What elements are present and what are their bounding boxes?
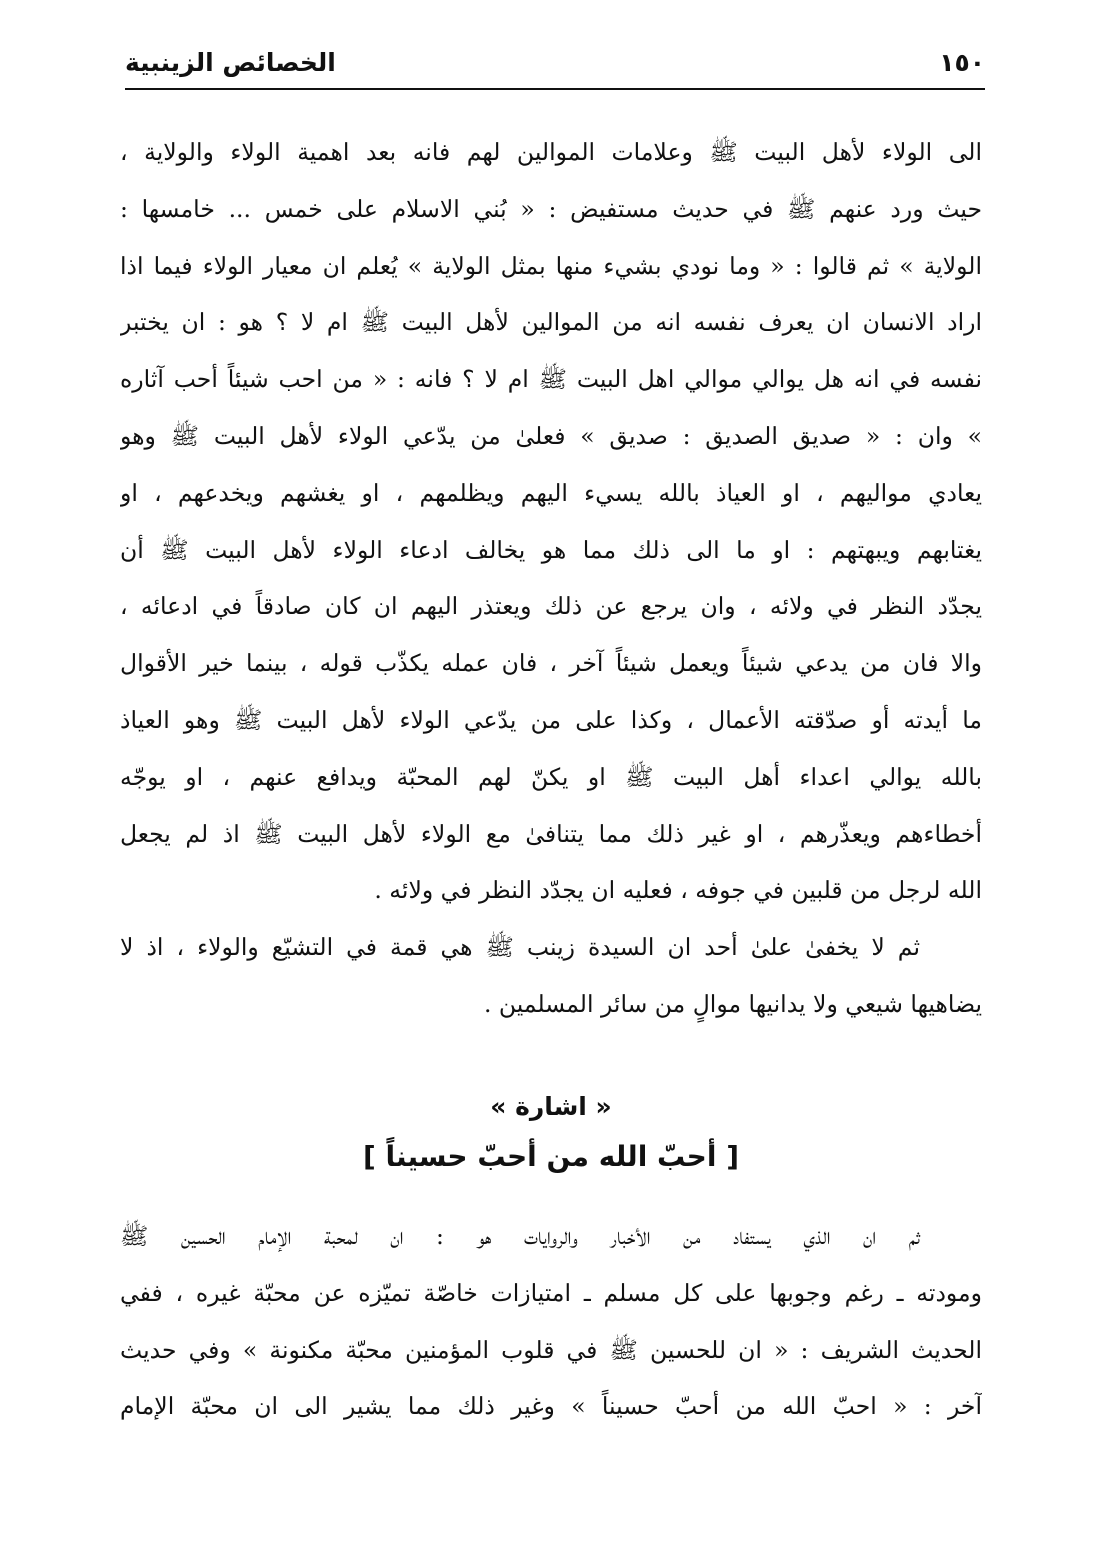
text-line: والا فان من يدعي شيئاً ويعمل شيئاً آخر ، فان عمله يكذّب قوله ، بينما خير الأقوال (120, 649, 982, 678)
text-line: الولاية » ثم قالوا : « وما نودي بشيء منها بمثل الولاية » يُعلم ان معيار الولاء فيما اذا (120, 251, 982, 280)
page-number: ١٥٠ (939, 47, 985, 77)
page-header (125, 40, 985, 84)
section-title: [ أحبّ الله من أحبّ حسيناً ] (362, 1140, 740, 1173)
text-line: » وان : « صديق الصديق : صديق » فعلىٰ من يدّعي الولاء لأهل البيت ﷺ وهو (120, 421, 982, 450)
text-line: الى الولاء لأهل البيت ﷺ وعلامات الموالين لهم فانه بعد اهمية الولاء والولاية ، (120, 138, 982, 166)
text-line: ثم ان الذي يستفاد من الأخبار والروايات هو : ان لمحبة الإمام الحسين ﷺ (120, 1222, 920, 1250)
text-line: الله لرجل من قلبين في جوفه ، فعليه ان يجدّد النظر في ولائه . (374, 876, 982, 905)
text-line: حيث ورد عنهم ﷺ في حديث مستفيض : « بُني الاسلام على خمس ... خامسها : (120, 194, 982, 223)
text-line: يغتابهم ويبهتهم : او ما الى ذلك مما هو يخالف ادعاء الولاء لأهل البيت ﷺ أن (120, 535, 982, 564)
header-divider (125, 88, 985, 90)
running-title: الخصائص الزينبية (125, 47, 336, 77)
text-line: بالله يوالي اعداء أهل البيت ﷺ او يكنّ لهم المحبّة ويدافع عنهم ، او يوجّه (120, 762, 982, 791)
text-line: الحديث الشريف : « ان للحسين ﷺ في قلوب المؤمنين محبّة مكنونة » وفي حديث (120, 1335, 982, 1364)
text-line: ومودته ـ رغم وجوبها على كل مسلم ـ امتيازات خاصّة تميّزه عن محبّة غيره ، ففي (120, 1278, 982, 1307)
text-line: يعادي مواليهم ، او العياذ بالله يسيء اليهم ويظلمهم ، او يغشهم ويخدعهم ، او (120, 478, 982, 507)
text-line: نفسه في انه هل يوالي موالي اهل البيت ﷺ ام لا ؟ فانه : « من احب شيئاً أحب آثاره (120, 365, 982, 394)
text-line: ما أيدته أو صدّقته الأعمال ، وكذا على من يدّعي الولاء لأهل البيت ﷺ وهو العياذ (120, 705, 982, 734)
body-text-block-2 (120, 1208, 982, 1435)
text-line: اراد الانسان ان يعرف نفسه انه من الموالين لأهل البيت ﷺ ام لا ؟ هو : ان يختبر (120, 308, 982, 337)
text-line: يجدّد النظر في ولائه ، وان يرجع عن ذلك ويعتذر اليهم ان كان صادقاً في ادعائه ، (120, 592, 982, 621)
section-label: « اشارة » (490, 1092, 612, 1121)
text-line: يضاهيها شيعي ولا يدانيها موالٍ من سائر المسلمين . (483, 989, 982, 1018)
body-text-block-1 (120, 124, 982, 1033)
text-line: أخطاءهم ويعذّرهم ، او غير ذلك مما يتنافىٰ مع الولاء لأهل البيت ﷺ اذ لم يجعل (120, 819, 982, 848)
text-line: آخر : « احبّ الله من أحبّ حسيناً » وغير ذلك مما يشير الى ان محبّة الإمام (120, 1392, 982, 1421)
text-line: ثم لا يخفىٰ علىٰ أحد ان السيدة زينب ﷺ هي قمة في التشيّع والولاء ، اذ لا (120, 933, 920, 962)
